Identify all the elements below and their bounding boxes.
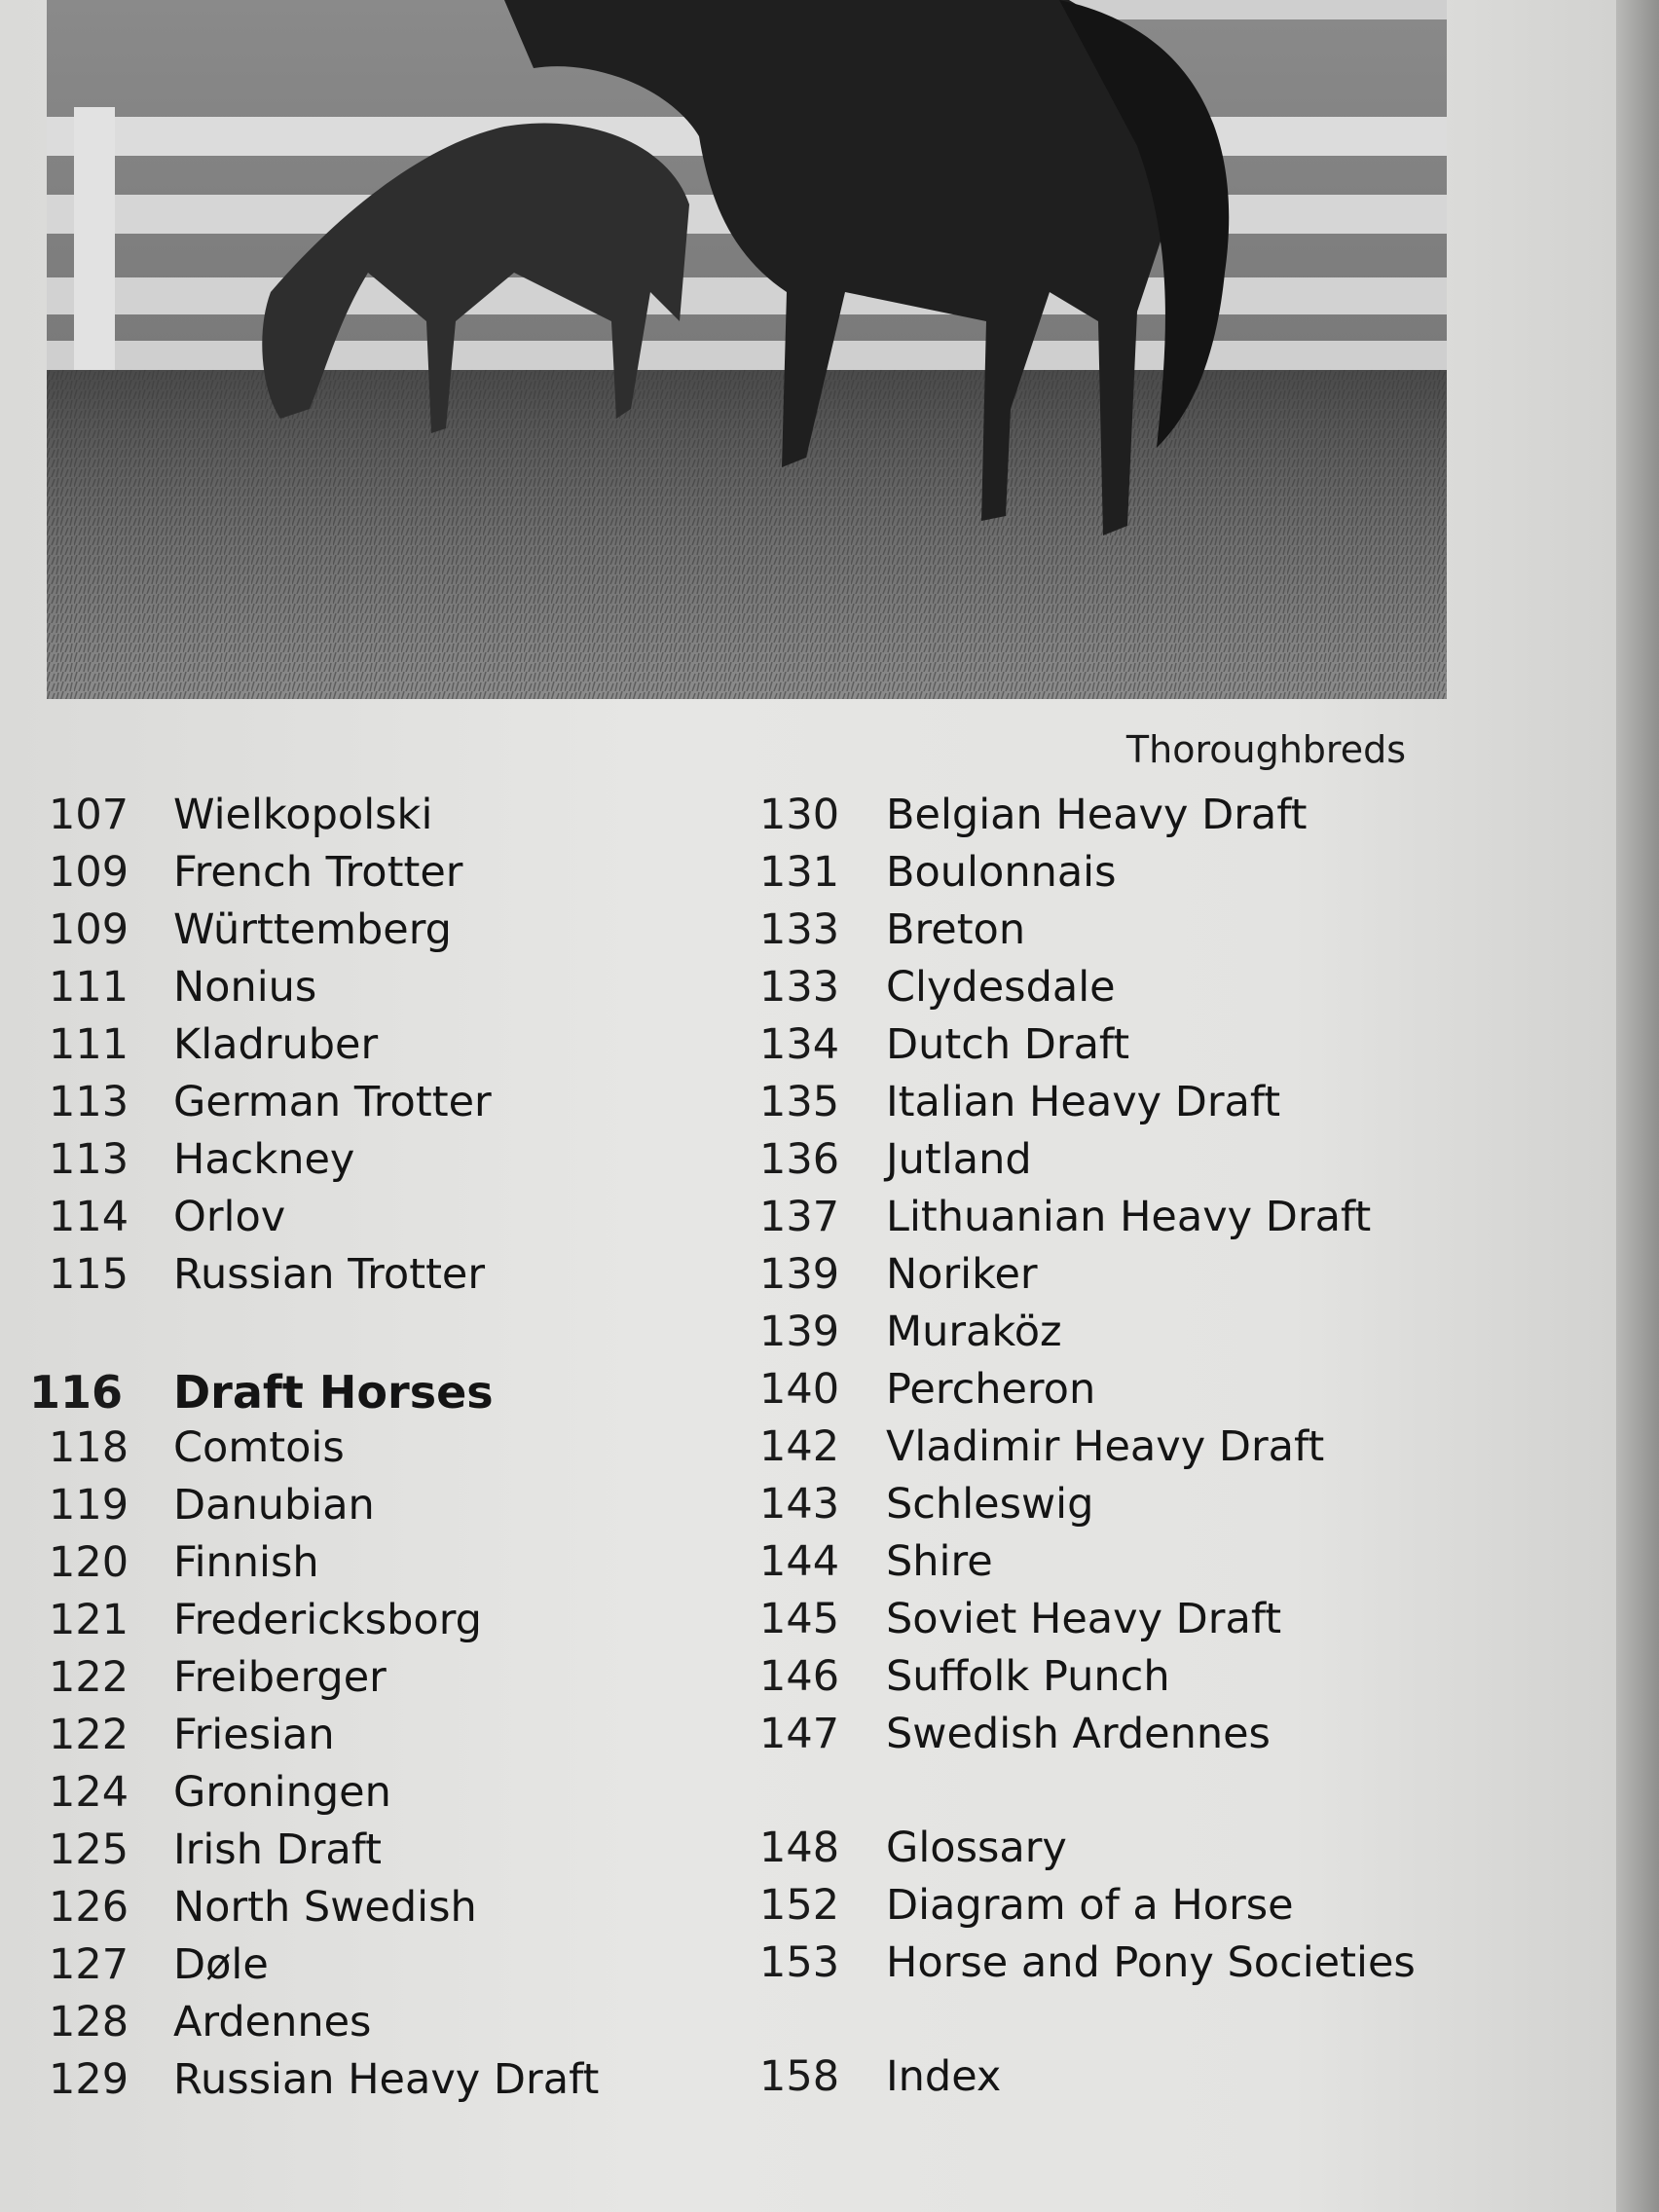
page-number: 119 bbox=[49, 1481, 129, 1530]
page-number: 144 bbox=[759, 1537, 840, 1586]
toc-entry[interactable] bbox=[49, 1711, 789, 1768]
entry-title: Russian Trotter bbox=[173, 1250, 486, 1299]
page-number: 139 bbox=[759, 1308, 840, 1356]
entry-title: French Trotter bbox=[173, 848, 463, 897]
entry-title: Swedish Ardennes bbox=[886, 1710, 1271, 1758]
page-number: 146 bbox=[759, 1652, 840, 1701]
entry-title: Nonius bbox=[173, 963, 317, 1012]
page-number: 128 bbox=[49, 1998, 129, 2046]
toc-entry[interactable] bbox=[49, 1481, 789, 1538]
page-number: 131 bbox=[759, 848, 840, 897]
page-number: 127 bbox=[49, 1940, 129, 1989]
toc-entry[interactable] bbox=[49, 1883, 789, 1940]
section-title: Draft Horses bbox=[173, 1366, 494, 1419]
entry-title: Døle bbox=[173, 1940, 269, 1989]
page-number: 126 bbox=[49, 1883, 129, 1932]
entry-title: Clydesdale bbox=[886, 963, 1116, 1012]
section-gap bbox=[759, 1767, 1460, 1824]
entry-title: Vladimir Heavy Draft bbox=[886, 1422, 1325, 1471]
page-number: 142 bbox=[759, 1422, 840, 1471]
page-number: 147 bbox=[759, 1710, 840, 1758]
section-page-number: 116 bbox=[29, 1366, 124, 1419]
page-number: 133 bbox=[759, 963, 840, 1012]
toc-entry[interactable] bbox=[759, 1193, 1460, 1250]
entry-title: Suffolk Punch bbox=[886, 1652, 1170, 1701]
toc-entry[interactable] bbox=[49, 1193, 789, 1250]
page-number: 111 bbox=[49, 963, 129, 1012]
horses-photo-illustration bbox=[47, 0, 1447, 699]
entry-title: Glossary bbox=[886, 1824, 1067, 1872]
page-number: 135 bbox=[759, 1078, 840, 1126]
page-number: 134 bbox=[759, 1020, 840, 1069]
entry-title: North Swedish bbox=[173, 1883, 477, 1932]
toc-entry[interactable] bbox=[49, 1940, 789, 1998]
toc-entry[interactable] bbox=[759, 1250, 1460, 1308]
entry-title: Boulonnais bbox=[886, 848, 1117, 897]
left-entries-group-2 bbox=[49, 1423, 789, 2113]
right-entries-group-2 bbox=[759, 1824, 1460, 1996]
toc-entry[interactable] bbox=[49, 1538, 789, 1596]
toc-entry[interactable] bbox=[759, 791, 1460, 848]
entry-title: Muraköz bbox=[886, 1308, 1062, 1356]
toc-entry[interactable] bbox=[759, 905, 1460, 963]
page-number: 140 bbox=[759, 1365, 840, 1414]
toc-entry[interactable] bbox=[49, 848, 789, 905]
page-number: 122 bbox=[49, 1711, 129, 1759]
toc-entry[interactable] bbox=[759, 1020, 1460, 1078]
toc-entry[interactable] bbox=[759, 1710, 1460, 1767]
toc-entry[interactable] bbox=[759, 1938, 1460, 1996]
toc-entry[interactable] bbox=[759, 1595, 1460, 1652]
toc-entry[interactable] bbox=[759, 1652, 1460, 1710]
page-number: 113 bbox=[49, 1078, 129, 1126]
entry-title: Dutch Draft bbox=[886, 1020, 1130, 1069]
toc-entry[interactable] bbox=[49, 1653, 789, 1711]
entry-title: Friesian bbox=[173, 1711, 335, 1759]
page-number: 115 bbox=[49, 1250, 129, 1299]
page-number: 111 bbox=[49, 1020, 129, 1069]
section-gap bbox=[49, 1308, 789, 1366]
toc-entry[interactable] bbox=[49, 1768, 789, 1825]
entry-title: Breton bbox=[886, 905, 1026, 954]
entry-title: Finnish bbox=[173, 1538, 319, 1587]
toc-entry[interactable] bbox=[759, 1308, 1460, 1365]
toc-entry[interactable] bbox=[49, 1423, 789, 1481]
page-number: 125 bbox=[49, 1825, 129, 1874]
entry-title: Percheron bbox=[886, 1365, 1096, 1414]
page-number: 148 bbox=[759, 1824, 840, 1872]
entry-title: Shire bbox=[886, 1537, 993, 1586]
entry-title: Horse and Pony Societies bbox=[886, 1938, 1416, 1987]
page-number: 143 bbox=[759, 1480, 840, 1529]
toc-entry[interactable] bbox=[759, 1881, 1460, 1938]
toc-entry[interactable] bbox=[49, 1135, 789, 1193]
toc-entry[interactable] bbox=[759, 1422, 1460, 1480]
toc-entry[interactable] bbox=[49, 1250, 789, 1308]
entry-title: Danubian bbox=[173, 1481, 375, 1530]
toc-entry[interactable] bbox=[49, 905, 789, 963]
page-number: 122 bbox=[49, 1653, 129, 1702]
page-number: 124 bbox=[49, 1768, 129, 1817]
toc-entry[interactable] bbox=[759, 1824, 1460, 1881]
toc-entry[interactable] bbox=[49, 1078, 789, 1135]
toc-entry[interactable] bbox=[49, 963, 789, 1020]
toc-entry[interactable] bbox=[759, 1135, 1460, 1193]
photo-caption: Thoroughbreds bbox=[1125, 728, 1406, 771]
toc-entry[interactable] bbox=[49, 1596, 789, 1653]
entry-title: Fredericksborg bbox=[173, 1596, 482, 1644]
toc-entry[interactable] bbox=[759, 1078, 1460, 1135]
page-number: 114 bbox=[49, 1193, 129, 1241]
toc-entry[interactable] bbox=[49, 1020, 789, 1078]
toc-entry[interactable] bbox=[49, 1825, 789, 1883]
page-number: 137 bbox=[759, 1193, 840, 1241]
toc-entry-index[interactable] bbox=[759, 2052, 1460, 2110]
toc-entry[interactable] bbox=[49, 1998, 789, 2055]
entry-title: Groningen bbox=[173, 1768, 391, 1817]
page-number: 133 bbox=[759, 905, 840, 954]
left-entries-group-1 bbox=[49, 791, 789, 1308]
contents-left-column bbox=[29, 791, 789, 2113]
right-entries-group-1 bbox=[759, 791, 1460, 1767]
page-number: 153 bbox=[759, 1938, 840, 1987]
toc-entry[interactable] bbox=[759, 963, 1460, 1020]
section-heading-draft-horses[interactable] bbox=[29, 1366, 789, 1423]
page-number: 109 bbox=[49, 905, 129, 954]
entry-title: Kladruber bbox=[173, 1020, 379, 1069]
page-number: 109 bbox=[49, 848, 129, 897]
entry-title: Wielkopolski bbox=[173, 791, 433, 839]
toc-entry[interactable] bbox=[759, 1365, 1460, 1422]
entry-title: Italian Heavy Draft bbox=[886, 1078, 1281, 1126]
toc-entry[interactable] bbox=[759, 848, 1460, 905]
page-number: 113 bbox=[49, 1135, 129, 1184]
contents-right-column bbox=[759, 791, 1460, 2110]
section-gap bbox=[759, 1996, 1460, 2052]
horses-photo bbox=[47, 0, 1447, 699]
entry-title: Russian Heavy Draft bbox=[173, 2055, 600, 2104]
entry-title: Schleswig bbox=[886, 1480, 1094, 1529]
entry-title: Belgian Heavy Draft bbox=[886, 791, 1308, 839]
page-number: 130 bbox=[759, 791, 840, 839]
entry-title: Hackney bbox=[173, 1135, 355, 1184]
toc-entry[interactable] bbox=[759, 1537, 1460, 1595]
page-number: 129 bbox=[49, 2055, 129, 2104]
entry-title: Freiberger bbox=[173, 1653, 387, 1702]
page-number: 120 bbox=[49, 1538, 129, 1587]
page-number: 152 bbox=[759, 1881, 840, 1930]
entry-title: Diagram of a Horse bbox=[886, 1881, 1294, 1930]
page-number: 107 bbox=[49, 791, 129, 839]
entry-title: Jutland bbox=[886, 1135, 1032, 1184]
entry-title: Irish Draft bbox=[173, 1825, 383, 1874]
entry-title: Ardennes bbox=[173, 1998, 372, 2046]
entry-title: German Trotter bbox=[173, 1078, 492, 1126]
page-number: 121 bbox=[49, 1596, 129, 1644]
page-number: 158 bbox=[759, 2052, 840, 2101]
entry-title: Orlov bbox=[173, 1193, 286, 1241]
entry-title: Soviet Heavy Draft bbox=[886, 1595, 1282, 1643]
toc-entry[interactable] bbox=[49, 2055, 789, 2113]
entry-title: Noriker bbox=[886, 1250, 1038, 1299]
page-number: 136 bbox=[759, 1135, 840, 1184]
entry-title: Württemberg bbox=[173, 905, 452, 954]
toc-entry[interactable] bbox=[759, 1480, 1460, 1537]
page-number: 139 bbox=[759, 1250, 840, 1299]
entry-title: Comtois bbox=[173, 1423, 345, 1472]
entry-title: Index bbox=[886, 2052, 1002, 2101]
page-number: 145 bbox=[759, 1595, 840, 1643]
toc-entry[interactable] bbox=[49, 791, 789, 848]
entry-title: Lithuanian Heavy Draft bbox=[886, 1193, 1372, 1241]
book-spine-shadow bbox=[1616, 0, 1659, 2212]
page-number: 118 bbox=[49, 1423, 129, 1472]
